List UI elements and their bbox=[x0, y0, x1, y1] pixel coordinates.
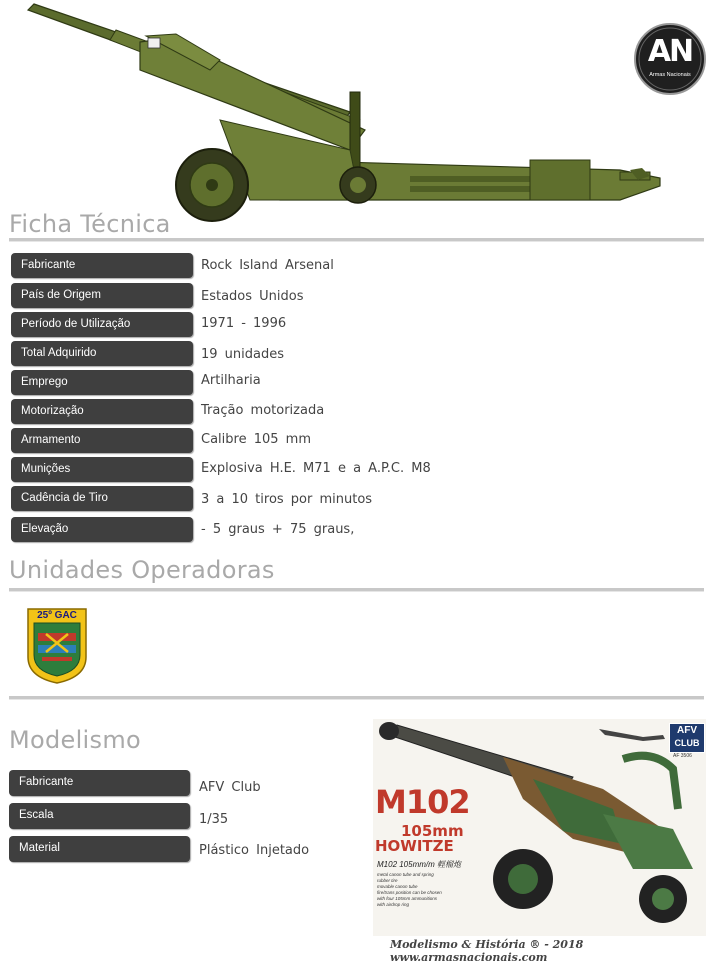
brand-logo bbox=[669, 723, 705, 753]
footer-credit: Modelismo & História ® - 2018 www.armasnacionais.com bbox=[390, 938, 584, 964]
unit-badge-text: 25º GAC bbox=[37, 610, 77, 621]
kit-title: M102 bbox=[375, 783, 470, 821]
kit-box-art bbox=[373, 719, 706, 936]
kit-subtitle-2: HOWITZE bbox=[375, 837, 454, 855]
spec-value: Rock Island Arsenal bbox=[201, 258, 334, 273]
model-label: Fabricante bbox=[9, 770, 190, 796]
brand-bottom: CLUB bbox=[674, 738, 700, 748]
model-label: Escala bbox=[9, 803, 190, 829]
logo-subtext: Armas Nacionais bbox=[649, 72, 691, 78]
kit-feature: with four 105mm ammunitions bbox=[377, 896, 438, 901]
unit-badge bbox=[26, 607, 88, 685]
kit-feature: movable canon tube bbox=[377, 884, 418, 889]
spec-label: Emprego bbox=[11, 370, 193, 395]
spec-label: Armamento bbox=[11, 428, 193, 453]
spec-value: Estados Unidos bbox=[201, 289, 304, 304]
spec-value: Calibre 105 mm bbox=[201, 432, 311, 447]
kit-feature: with airdrop ring bbox=[377, 902, 410, 907]
kit-feature: rubber tire bbox=[377, 878, 398, 883]
model-value: Plástico Injetado bbox=[199, 843, 310, 858]
spec-label: Motorização bbox=[11, 399, 193, 424]
logo bbox=[633, 22, 707, 96]
spec-label: Fabricante bbox=[11, 253, 193, 278]
model-label: Material bbox=[9, 836, 190, 862]
section-title-ficha: Ficha Técnica bbox=[9, 210, 171, 238]
model-value: AFV Club bbox=[199, 780, 261, 795]
spec-value: Artilharia bbox=[201, 373, 261, 388]
spec-label: Cadência de Tiro bbox=[11, 486, 193, 511]
spec-label: Total Adquirido bbox=[11, 341, 193, 366]
divider bbox=[9, 238, 704, 242]
spec-value: 3 a 10 tiros por minutos bbox=[201, 492, 373, 507]
spec-value: Explosiva H.E. M71 e a A.P.C. M8 bbox=[201, 461, 431, 476]
kit-feature: metal canon tube and spring bbox=[377, 872, 434, 877]
spec-label: Munições bbox=[11, 457, 193, 482]
spec-label: Período de Utilização bbox=[11, 312, 193, 337]
brand-top: AFV bbox=[677, 725, 697, 736]
spec-label: País de Origem bbox=[11, 283, 193, 308]
howitzer-illustration bbox=[20, 0, 670, 225]
kit-caption: M102 105mm/m 輕榴炮 bbox=[377, 860, 462, 869]
kit-features bbox=[377, 872, 442, 908]
spec-label: Elevação bbox=[11, 517, 193, 542]
spec-value: Tração motorizada bbox=[201, 403, 325, 418]
logo-letters: AN bbox=[647, 34, 693, 69]
kit-feature: fire/trans position can be chosen bbox=[377, 890, 442, 895]
section-title-modelismo: Modelismo bbox=[9, 726, 141, 754]
spec-value: 1971 - 1996 bbox=[201, 316, 287, 331]
section-title-unidades: Unidades Operadoras bbox=[9, 556, 275, 584]
spec-value: 19 unidades bbox=[201, 347, 285, 362]
divider bbox=[9, 696, 704, 700]
model-value: 1/35 bbox=[199, 812, 229, 827]
kit-code: AF 3506 bbox=[673, 753, 692, 759]
spec-value: - 5 graus + 75 graus, bbox=[201, 522, 355, 537]
kit-subtitle-1: 105mm bbox=[401, 822, 464, 840]
divider bbox=[9, 588, 704, 592]
